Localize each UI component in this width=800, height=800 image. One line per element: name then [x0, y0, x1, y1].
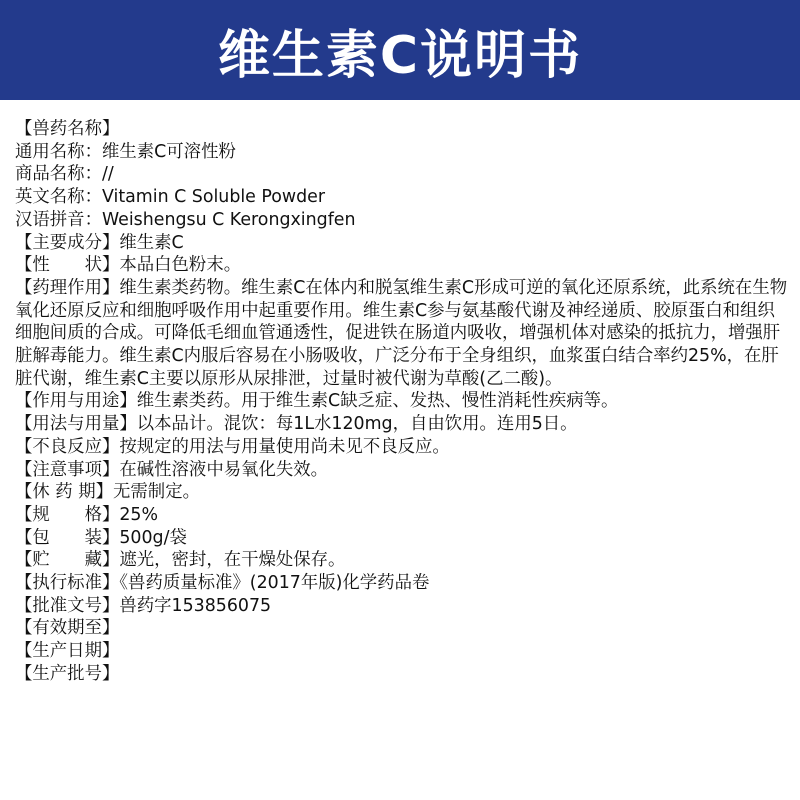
- field-label: 【不良反应】: [15, 436, 120, 457]
- field-value: //: [101, 164, 114, 185]
- field-label: 【有效期至】: [15, 618, 120, 639]
- field-label: 【药理作用】: [15, 277, 120, 298]
- row-generic-name: [15, 141, 790, 164]
- field-label: 【贮 藏】: [15, 550, 120, 571]
- row-appearance: [15, 254, 790, 277]
- field-value: 兽药字153856075: [119, 595, 272, 616]
- field-label: 通用名称：: [15, 141, 102, 162]
- document-body: [15, 118, 790, 686]
- row-pinyin: [15, 209, 790, 232]
- row-approval-number: [15, 595, 790, 618]
- field-label: 【主要成分】: [15, 232, 120, 253]
- row-dosage: [15, 413, 790, 436]
- field-value: 无需制定。: [113, 482, 200, 503]
- field-value: Vitamin C Soluble Powder: [101, 187, 326, 208]
- field-label: 【休 药 期】: [15, 482, 114, 503]
- field-label: 商品名称：: [15, 164, 102, 185]
- row-batch-number: [15, 663, 790, 686]
- field-label: 【注意事项】: [15, 459, 120, 480]
- row-packaging: [15, 527, 790, 550]
- field-value: 维生素C可溶性粉: [101, 141, 236, 162]
- row-adverse-reactions: [15, 436, 790, 459]
- field-label: 【生产日期】: [15, 641, 120, 662]
- field-value: 以本品计。混饮：每1L水120mg，自由饮用。连用5日。: [136, 414, 578, 435]
- field-value: Weishengsu C Kerongxingfen: [101, 209, 356, 230]
- row-specification: [15, 504, 790, 527]
- document-title: 维生素C说明书: [217, 25, 583, 86]
- field-value: 维生素类药物。维生素C在体内和脱氢维生素C形成可逆的氧化还原系统，此系统在生物氧化还原反应和细胞呼吸作用中起重要作用。维生素C参与氨基酸代谢及神经递质、胶原蛋白和组织细胞间质的合成。可降低毛细血管通透性，促进铁在肠道内吸收，增强机体对感染的抵抗力，增强肝脏解毒能力。维生素C内服后容易在小肠吸收，广泛分布于全身组织，血浆蛋白结合率约25%，在肝脏代谢，维生素C主要以原形从尿排泄，过量时被代谢为草酸(乙二酸)。: [15, 277, 788, 389]
- field-value: 在碱性溶液中易氧化失效。: [119, 459, 329, 480]
- row-pharmacology: [15, 277, 790, 391]
- row-english-name: [15, 186, 790, 209]
- row-trade-name: [15, 163, 790, 186]
- row-precautions: [15, 459, 790, 482]
- row-production-date: [15, 640, 790, 663]
- row-storage: [15, 549, 790, 572]
- row-expiry-date: [15, 617, 790, 640]
- field-value: 25%: [119, 504, 159, 525]
- field-label: 英文名称：: [15, 187, 102, 208]
- field-label: 【包 装】: [15, 527, 120, 548]
- field-value: 按规定的用法与用量使用尚未见不良反应。: [119, 436, 450, 457]
- field-label: 【生产批号】: [15, 663, 120, 684]
- field-value: 本品白色粉末。: [119, 255, 242, 276]
- row-withdrawal-period: [15, 481, 790, 504]
- row-drug-name-heading: [15, 118, 790, 141]
- field-label: 汉语拼音：: [15, 209, 102, 230]
- row-indications: [15, 390, 790, 413]
- field-value: 遮光，密封，在干燥处保存。: [119, 550, 346, 571]
- field-label: 【执行标准】: [15, 573, 120, 594]
- field-value: 《兽药质量标准》(2017年版)化学药品卷: [119, 573, 430, 594]
- row-standard: [15, 572, 790, 595]
- field-value: 维生素类药。用于维生素C缺乏症、发热、慢性消耗性疾病等。: [136, 391, 619, 412]
- field-label: 【用法与用量】: [15, 414, 137, 435]
- row-main-ingredient: [15, 232, 790, 255]
- field-label: 【兽药名称】: [15, 119, 120, 139]
- title-banner: [0, 0, 800, 100]
- field-label: 【性 状】: [15, 255, 120, 276]
- field-value: 维生素C: [119, 232, 184, 253]
- field-label: 【批准文号】: [15, 595, 120, 616]
- field-label: 【作用与用途】: [15, 391, 137, 412]
- field-value: 500g/袋: [119, 527, 187, 548]
- field-label: 【规 格】: [15, 504, 120, 525]
